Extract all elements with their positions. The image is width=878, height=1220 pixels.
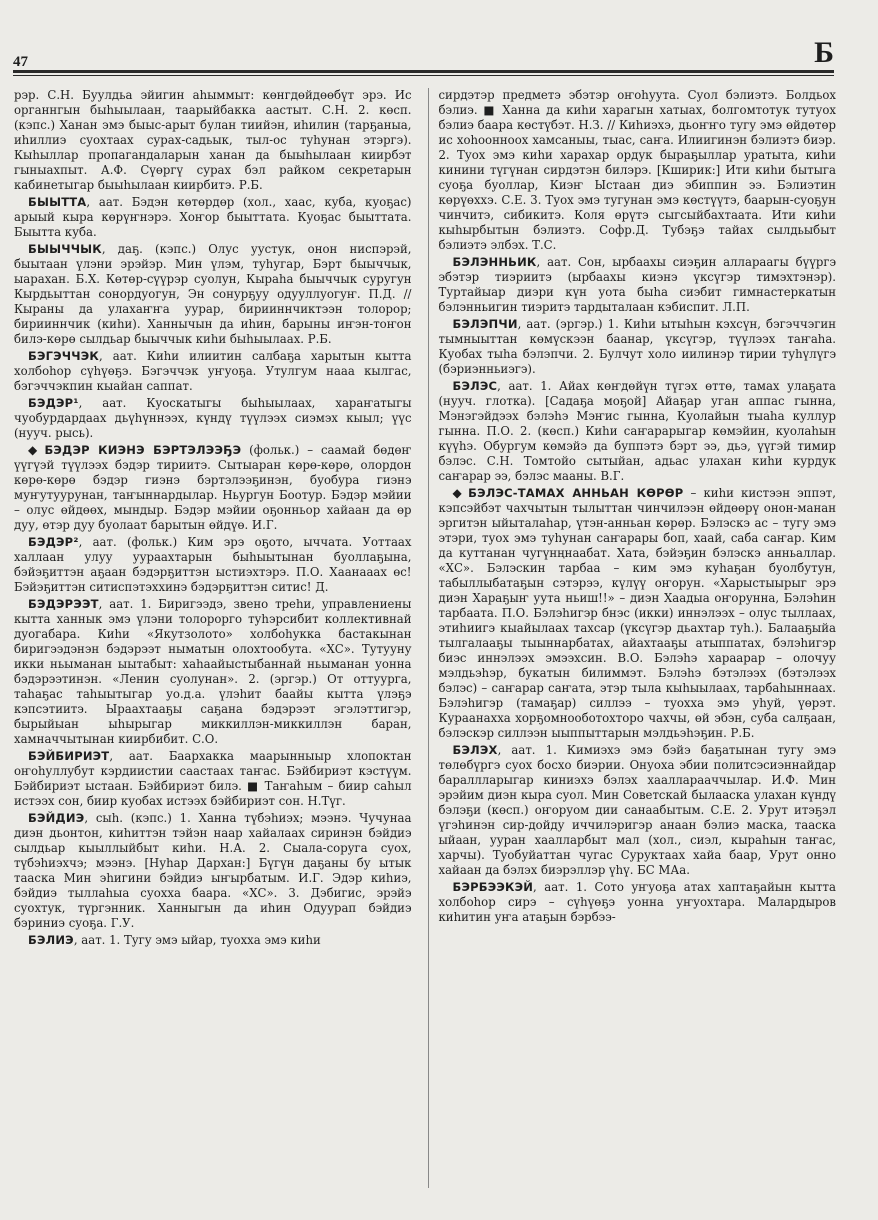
dictionary-entry: [14, 443, 412, 533]
dictionary-entry: [14, 597, 412, 747]
dictionary-entry: [439, 379, 837, 484]
entry-headword: БЫЫЧЧЫК: [28, 242, 102, 256]
dictionary-entry: [14, 749, 412, 809]
dictionary-entry: [439, 880, 837, 925]
entry-text: , аат. (фольк.) Ким эрэ оҕото, ыччата. Уоттаах халлаан улуу уураахтарын быһыытынан буоллаҕына, бэйэҕиттэн аҕаан бэдэрҕиттэн ыстиэхтэрэ. П.О. Хаанааах өс! Бэйэҕиттэн ситиспэтэххинэ бэдэрҕиттэн ситис! Д.: [14, 535, 412, 594]
entry-text: , аат. Куоскатыгы быһыылаах, хараҥатыгы чуобурдардаах дьүһүннээх, күндү түүлээх сиэмэх кыыл; үүс (нууч. рысь).: [14, 396, 412, 440]
page-number: 47: [13, 54, 28, 70]
entry-headword: БЭЛИЭ: [28, 933, 74, 947]
dictionary-entry: [14, 349, 412, 394]
entry-headword: БЭЛЭС-ТАМАХ АННЬАН КӨРӨР: [468, 486, 684, 500]
entry-headword: БЭЙДИЭ: [28, 811, 85, 825]
dictionary-entry: [439, 317, 837, 377]
entry-text: , сыһ. (кэпс.) 1. Ханна түбэһиэх; мээнэ. Чучунаа диэн дьонтон, киһиттэн тэйэн наар хайалаах сиринэн бэйдиэ сылдьар кыыллыйбыт киһи. Н.А. 2. Сыала-соруга суох, түбэһиэхчэ; мээнэ. [Нуһар Дархан:] Бүгүн даҕаны бу ытык тааска Мин эһигини бэйдиэ ыҥырбатым. И.Г. Эдэр киһиэ, бэйдиэ тыллаһыа суохха баара. «ХС». 3. Дэбигис, эрэйэ суохтук, түргэнник. Ханныгын да иһин Одуурап бэйдиэ бэриниэ суоҕа. Г.У.: [14, 811, 412, 930]
entry-text: , аат. 1. Тугу эмэ ыйар, туохха эмэ киһи: [73, 933, 321, 947]
dictionary-entry: [439, 743, 837, 878]
entry-text: сирдэтэр предметэ эбэтэр оҥоһуута. Суол бэлиэтэ. Болдьох бэлиэ. ■ Ханна да киһи харагын хатыах, болгомтотук тутуох бэлиэ баара көстүбэт. Н.З. // Киһиэхэ, дьоҥҥо тугу эмэ өйдөтөр ис хоһооннооx хамсаныы, тыас, саҥа. Илиигинэн бэлиэтэ биэр. 2. Туох эмэ киһи харахар ордук быраҕыллар уратыта, киһи кинини түгүнан сирдэтэн билэрэ. [Кширик:] Ити киһи бытыга суоҕа буоллар, Киэҥ Ыстаан диэ эбиппин ээ. Бэлиэтин көрүөххэ. С.Е. 3. Туох эмэ тугунан эмэ көстүүтэ, баарын-суоҕун чинчитэ, сибикитэ. Коля өрүтэ сыгсыйбахтаата. Ити киһи кыһырбытын бэлиэтэ. Софр.Д. Тубэҕэ тайах сылдьыбыт бэлиэтэ элбэх. Т.С.: [438, 88, 836, 252]
entry-text: , аат. 1. Айах көҥдөйүн түгэх өттө, тамах улаҕата (нууч. глотка). [Садаҕа моҕой] Айаҕар уган аппас гынна, Мэнэгэйдээх бэлэһэ Мэҥис гынна, Куолайын тыаһа куллур гынна. П.О. 2. (көсп.) Киһи саҥарарыгар көмэйин, куолаһын күүһэ. Обургум көмэйэ да буппэтэ бэрт ээ, дьэ, үүгэй тимир бэлэс. С.Н. Томтойо сытыйан, адьас улахан киһи курдук саҥарар ээ, бэлэс мааны. В.Г.: [438, 379, 836, 483]
entry-headword: БЭЛЭХ: [452, 743, 498, 757]
entry-headword: БЭЙБИРИЭТ: [28, 749, 110, 763]
dictionary-entry: [14, 933, 412, 948]
entry-headword: БЭДЭР КИЭНЭ БЭРТЭЛЭЭҔЭ: [44, 443, 242, 457]
entry-text: , аат. (эргэр.) 1. Киһи ытыһын кэхсүн, бэгэччэгин тымныыттан көмүскээн баанар, үксүгэр, түүлээх таҥаһа. Куобах тыһа бэлэпчи. 2. Булчут холо иилинэр тирии туһүлүгэ (бэриэнньиэгэ).: [438, 317, 836, 376]
entry-headword: БЭЛЭПЧИ: [452, 317, 518, 331]
entry-headword: БЭДЭР¹: [28, 396, 79, 410]
entry-headword: БЭДЭРЭЭТ: [28, 597, 99, 611]
entry-headword: БЫЫТТА: [28, 195, 87, 209]
section-letter: Б: [814, 36, 834, 69]
entry-text: , аат. Сон, ырбаахы сиэҕин аллараагы бүүргэ эбэтэр тиэриитэ (ырбаахы киэнэ үксүгэр тимэхтэнэр). Туртайыар диэри күн уота быһа сиэбит гимнастеркатын бэлэнньигин тиэритэ тардыталаан кэбиспит. Л.П.: [438, 255, 836, 314]
header-rule: [13, 70, 834, 73]
entry-text: , аат. Киһи илиитин салбаҕа харытын кытта холбоһор сүһүөҕэ. Бэгэччэк уҥуоҕа. Утулгум нааа кылгас, бэгэччэкпин кыайан саппат.: [14, 349, 412, 393]
entry-headword: БЭРБЭЭКЭЙ: [452, 880, 534, 894]
dictionary-entry: [14, 811, 412, 931]
dictionary-entry: [439, 88, 837, 253]
entry-text: , даҕ. (кэпс.) Олус уустук, онон ниспэрэй, быытаан үлэни эрэйэр. Мин үлэм, туһугар, Бэрт быыччык, ыарахан. Б.Х. Көтөр-сүүрэр суолун, Кыраһа быыччык суругун Кырдьыттан сонордуогун, Эн сонурҕуу одууллуогуҥ. П.Д. // Кыраны да улахаҥҥа уурар, бирииннчиктээн толорор; бирииннчик (киһи). Ханнычын да иһин, барыны иҥэн-тоҥон билэ-көрө сылдьар быыччык киһи быһыылаах. Р.Б.: [14, 242, 412, 346]
entry-headword: БЭЛЭС: [452, 379, 498, 393]
entry-text: , аат. 1. Биригээдэ, звено треһи, управлениены кытта ханнык эмэ үлэни толорорго туһэрсибит коллективнай дуогабара. Киһи «Якутзолото» холбоһукка бастакынан биригээдэнэн бэдэрээт ныматын олохтообута. «ХС». Тутууну икки ньыманан ыытабыт: хаһаайыстыбаннай ньыманан уонна бэдэрээтинэн. «Ленин суолунан». 2. (эргэр.) От оттуурга, таһаҕас таһыытыгар уо.д.а. үлэһит баайы кытта үлэҕэ кэпсэтиитэ. Ыраахтааҕы саҕана бэдэрээт эгэлэттигэр, бырыйыан ыһырыгар миккиллэн-миккиллэн баран, хамначчытынан киирбибит. С.О.: [14, 597, 412, 746]
right-column: [428, 88, 837, 1188]
entry-headword: БЭДЭР²: [28, 535, 79, 549]
dictionary-entry: [14, 535, 412, 595]
entry-headword: БЭГЭЧЧЭК: [28, 349, 99, 363]
dictionary-entry: [439, 255, 837, 315]
dictionary-entry: [14, 88, 412, 193]
entry-text: , аат. 1. Сото уҥуоҕа атах хаптаҕайын кытта холбоһор сирэ – сүһүөҕэ уонна уҥуохтара. Малардыров киһитин уҥа атаҕын бэрбээ-: [438, 880, 836, 924]
entry-text: (фольк.) – саамай бөдөҥ үүгүэй түүлээх бэдэр тириитэ. Сытыаран көрө-көрө, олордон көрө-көрө бэдэр гиэнэ бэртэлээҕинэн, буобура гиэнэ муҥутуурунан, таҥыннардылар. Ньургун Боотур. Бэдэр мэйии – олус өйдөөх, мындыр. Бэдэр мэйии оҕонньор хайаан да өр дуу, өтэр дуу буолаат барытын өйдүө. И.Г.: [14, 443, 412, 532]
dictionary-entry: [14, 195, 412, 240]
entry-headword: БЭЛЭННЬИК: [452, 255, 537, 269]
dictionary-entry: [14, 242, 412, 347]
header-rule-thin: [13, 75, 834, 76]
entry-text: , аат. Баархакка маарынныыр хлопоктан оҥоһуллубут кэрдиистии саастаах таҥас. Бэйбириэт кэстүүм. Бэйбириэт ыстаан. Бэйбириэт билэ. ■ Таҥаһым – биир саһыл истээх сон, биир куобах истээх бэйбириэт сон. Н.Түг.: [14, 749, 412, 808]
diamond-icon: ◆: [452, 486, 466, 500]
left-column: [14, 88, 412, 1188]
dictionary-entry: [439, 486, 837, 741]
diamond-icon: ◆: [28, 443, 42, 457]
dictionary-entry: [14, 396, 412, 441]
entry-text: , аат. 1. Кимиэхэ эмэ бэйэ баҕатынан тугу эмэ төлөбүргэ суох босхо биэрии. Онуоха эбии политсэсиэннайдар бараллларыгар киниэхэ бэлэх хаалларааччылар. И.Ф. Мин эрэйим диэн кыра суол. Мин Советскай былааска улахан күндү бэлэҕи (көсп.) оҥоруом дии санаабытым. С.Е. 2. Урут итэҕэл үгэһинэн сир-дойду иччилэригэр анаан бэлиэ маска, тааска ыйаан, ууран хаалларбыт мал (хол., сиэл, кыраһын таҥас, харчы). Туобуйаттан чугас Суруктаах хайа баар, Урут онно хайаан да бэлэх биэрэллэр үһү. БС МАа.: [438, 743, 836, 877]
text-columns: [14, 88, 836, 1188]
entry-text: рэр. С.Н. Буулдьа эйигин аһыммыт: көнгдөйдөөбүт эрэ. Ис органнгын быһыылаан, таарыйбакка аастыт. С.Н. 2. көсп. (кэпс.) Ханан эмэ быыс-арыт булан тиийэн, иһилин (тарҕаныа, иһиллиэ суохтаах сурах-садьык, тыл-ос туһунан этэргэ). Кыһыллар пропагандаларын ханан да быыһылаан киирбэт гыныахпыт. А.Ф. Сүөргү сурах бэл райком секретарын кабинетыгар быыһылаан киирбитэ. Р.Б.: [14, 88, 412, 192]
entry-text: – киһи кистээн эппэт, кэпсэйбэт чахчытын тылыттан чинчилээн өйдөөрү онон-манан эргитэн ыйыталаһар, үтэн-анньан көрөр. Бэлэскэ ас – тугу эмэ этэри, туох эмэ туһунан саҥарары боп, хаай, саба саҥар. Ким да куттанан чугүнңнаабат. Хата, бэйэҕин бэлэскэ анньаллар. «ХС». Бэлэскин тарбаа – ким эмэ куһаҕан буолбутун, табыллыбатаҕын сэтэрээ, күлүү оҥорун. «Харыстыырыг эрэ диэн Хараҕыҥ уута ньиш!!» – диэн Хаадыа оҥорунна, Бэлэһин тарбаата. П.О. Бэлэһигэр бнэс (икки) иннэлээх – олус тыллаах, этиһиигэ кыайылаах тахсар (үксүгэр дьахтар туһ.). Балааҕыйа тылгалааҕы тыыннарбатах, айахтааҕы атыппатах, бэлэһигэр биэс иннэлээх эмээхсин. В.О. Бэлэһэ хараарар – олочуу мэлдьэһэр, букатын билиммэт. Бэлэһэ бэтэлээх (бэтэлээх бэлэс) – саҥарар саҥата, этэр тыла кыһыылаах, тарбаһыннаах. Бэлэһигэр (тамаҕар) силлээ – туохха эмэ уһуй, үөрэт. Кураанахха хорҕомнооботохторо чахчы, өй эбэн, суба салҕаан, бэлэскэр силлээн ыыппыттарын мэлдьэһэҕин. Р.Б.: [438, 486, 836, 740]
entry-text: , аат. Бэдэн көтөрдөр (хол., хаас, куба, куоҕас) арыый кыра көрүҥнэрэ. Хоҥор быыттата. Куоҕас быыттата. Быытта куба.: [14, 195, 412, 239]
